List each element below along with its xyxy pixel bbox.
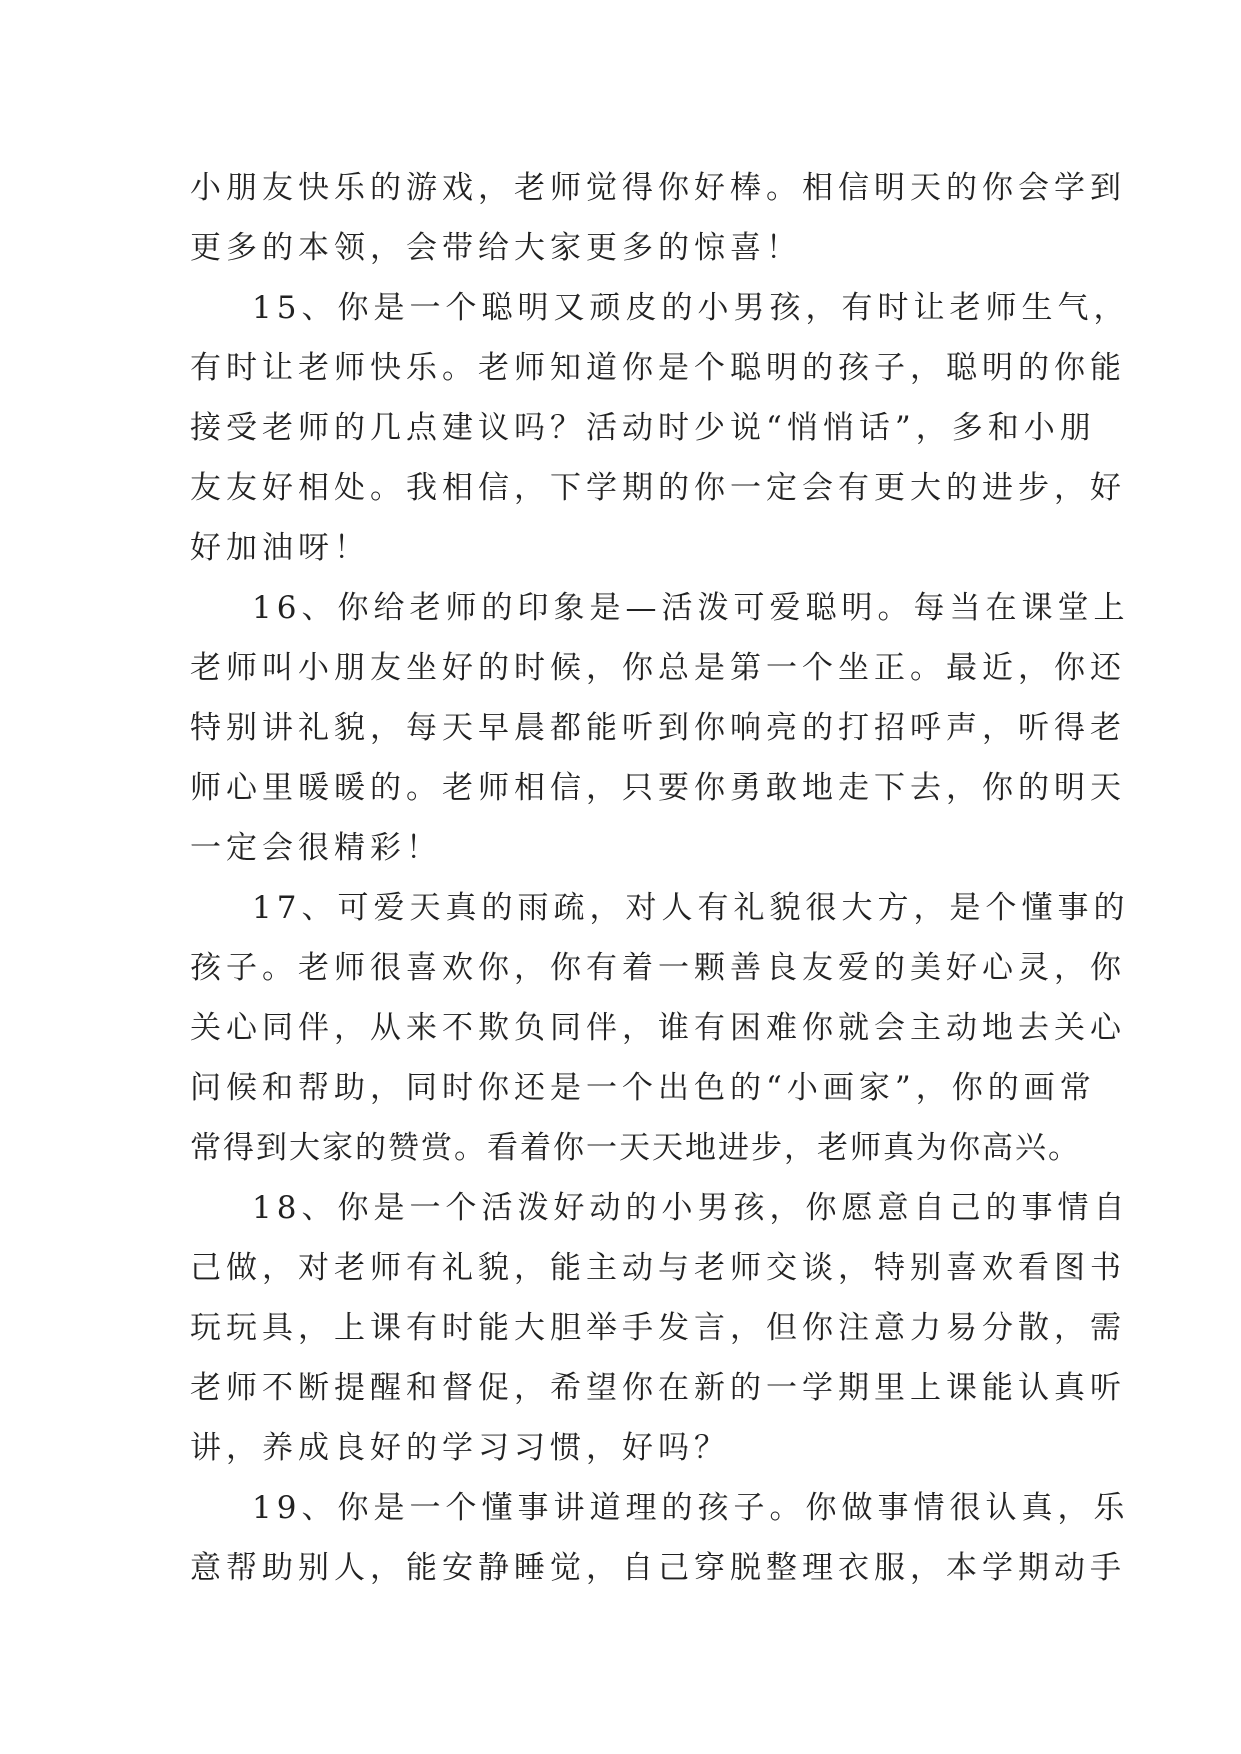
text-line: 玩玩具，上课有时能大胆举手发言，但你注意力易分散，需 xyxy=(190,1310,1126,1346)
text-line: 老师不断提醒和督促，希望你在新的一学期里上课能认真听 xyxy=(190,1370,1126,1406)
text-line: 有时让老师快乐。老师知道你是个聪明的孩子，聪明的你能 xyxy=(190,350,1126,386)
text-line: 小朋友快乐的游戏，老师觉得你好棒。相信明天的你会学到 xyxy=(190,170,1126,206)
text-line: 18、你是一个活泼好动的小男孩，你愿意自己的事情自 xyxy=(252,1190,1130,1226)
text-line: 师心里暖暖的。老师相信，只要你勇敢地走下去，你的明天 xyxy=(190,770,1126,806)
text-line: 19、你是一个懂事讲道理的孩子。你做事情很认真，乐 xyxy=(252,1490,1130,1526)
document-body xyxy=(190,158,1130,1598)
text-line: 接受老师的几点建议吗？活动时少说“悄悄话”，多和小朋 xyxy=(190,410,1096,446)
text-line: 特别讲礼貌，每天早晨都能听到你响亮的打招呼声，听得老 xyxy=(190,710,1126,746)
text-line: 讲，养成良好的学习习惯，好吗？ xyxy=(190,1430,730,1466)
text-line: 问候和帮助，同时你还是一个出色的“小画家”，你的画常 xyxy=(190,1070,1096,1106)
text-line: 老师叫小朋友坐好的时候，你总是第一个坐正。最近，你还 xyxy=(190,650,1126,686)
text-line: 友友好相处。我相信，下学期的你一定会有更大的进步，好 xyxy=(190,470,1126,506)
text-line: 17、可爱天真的雨疏，对人有礼貌很大方，是个懂事的 xyxy=(252,890,1130,926)
text-line: 15、你是一个聪明又顽皮的小男孩，有时让老师生气， xyxy=(252,290,1130,326)
text-line: 好加油呀！ xyxy=(190,530,370,566)
text-line: 一定会很精彩！ xyxy=(190,830,442,866)
text-line: 16、你给老师的印象是—活泼可爱聪明。每当在课堂上 xyxy=(252,590,1130,626)
text-line: 意帮助别人，能安静睡觉，自己穿脱整理衣服，本学期动手 xyxy=(190,1550,1126,1586)
text-line: 孩子。老师很喜欢你，你有着一颗善良友爱的美好心灵，你 xyxy=(190,950,1126,986)
text-line: 关心同伴，从来不欺负同伴，谁有困难你就会主动地去关心 xyxy=(190,1010,1126,1046)
text-line: 常得到大家的赞赏。看着你一天天地进步，老师真为你高兴。 xyxy=(190,1130,1081,1166)
text-line: 己做，对老师有礼貌，能主动与老师交谈，特别喜欢看图书 xyxy=(190,1250,1126,1286)
text-line: 更多的本领，会带给大家更多的惊喜！ xyxy=(190,230,802,266)
